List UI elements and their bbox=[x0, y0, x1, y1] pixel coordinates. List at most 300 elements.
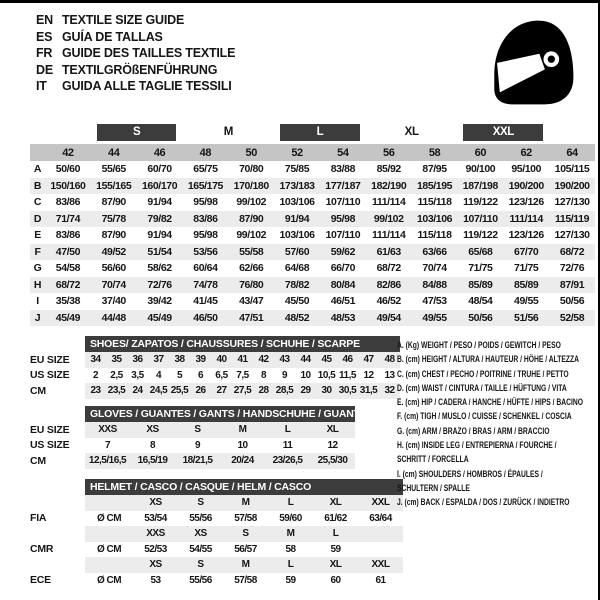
size-cell: 37 bbox=[148, 352, 169, 368]
row-label: EU SIZE bbox=[30, 423, 70, 436]
measure-cell: 70/74 bbox=[91, 277, 137, 294]
measure-cell: 35/38 bbox=[55, 295, 81, 308]
measure-letter: H bbox=[30, 277, 45, 294]
measure-cell: 87/95 bbox=[422, 163, 447, 176]
helmet-size-row bbox=[30, 557, 403, 573]
measure-cell: 70/80 bbox=[239, 163, 264, 176]
language-code: ES bbox=[36, 29, 53, 44]
helmet-size-cell: XS bbox=[133, 495, 178, 511]
size-letter: XXL bbox=[463, 124, 543, 141]
measure-cell: 99/102 bbox=[236, 196, 267, 209]
header-row bbox=[30, 336, 400, 352]
header-row bbox=[30, 406, 355, 422]
size-cell: XXS bbox=[85, 422, 130, 438]
measure-cell: 83/86 bbox=[55, 229, 81, 242]
measure-cell: 75/78 bbox=[91, 211, 137, 228]
measure-letter: G bbox=[33, 262, 42, 275]
measure-cell: 56/60 bbox=[101, 262, 126, 275]
size-letter: L bbox=[280, 124, 360, 141]
measure-cell: 127/130 bbox=[554, 229, 590, 242]
size-cell: 38 bbox=[169, 352, 190, 368]
size-letter: S bbox=[97, 124, 177, 141]
measure-cell: 48/52 bbox=[274, 310, 320, 327]
legend-line: I. (cm) SHOULDERS / HOMBROS / ÉPAULES / bbox=[397, 468, 543, 479]
legend-item bbox=[397, 395, 583, 409]
eu-size-cell: 48 bbox=[182, 144, 228, 161]
helmet-value-cell: 61 bbox=[375, 574, 386, 586]
measure-cell: 47/53 bbox=[422, 295, 447, 308]
measure-cell: 111/114 bbox=[372, 196, 406, 209]
size-cell: 10 bbox=[237, 439, 248, 451]
size-cell: XS bbox=[130, 422, 175, 438]
measure-cell: 74/78 bbox=[182, 277, 228, 294]
guide-title: TEXTILE SIZE GUIDE bbox=[62, 13, 185, 27]
measure-cell: 95/98 bbox=[320, 211, 366, 228]
measure-cell: 49/52 bbox=[91, 244, 137, 261]
helmet-size-row bbox=[30, 495, 403, 511]
helmet-value-cell: 57/58 bbox=[234, 574, 257, 586]
helmet-value-row bbox=[30, 573, 403, 589]
unit-label: Ø CM bbox=[96, 574, 122, 586]
measure-cell: 46/50 bbox=[182, 310, 228, 327]
legend-item bbox=[397, 352, 583, 366]
size-cell: M bbox=[220, 422, 265, 438]
measure-cell: 85/89 bbox=[503, 277, 549, 294]
measure-cell: 76/80 bbox=[228, 277, 274, 294]
measure-cell: 165/175 bbox=[182, 178, 228, 195]
size-cell: 5 bbox=[176, 369, 183, 381]
language-title-row bbox=[36, 29, 235, 46]
helmet-value-cell: 59/60 bbox=[279, 512, 302, 524]
standard-label: ECE bbox=[30, 574, 51, 587]
measure-cell: 91/94 bbox=[147, 229, 172, 242]
apparel-size-table bbox=[30, 124, 595, 326]
measure-cell: 58/62 bbox=[147, 262, 172, 275]
legend-line: E. (cm) HIP / CADERA / HANCHE / HÜFTE / HIPS / BACINO bbox=[397, 397, 584, 408]
size-letter-cell bbox=[549, 124, 595, 144]
measure-cell: 103/106 bbox=[279, 196, 315, 209]
helmet-value-cell: 63/64 bbox=[369, 512, 392, 524]
helmet-value-cell: 61/62 bbox=[324, 512, 347, 524]
helmet-size-cell: L bbox=[268, 495, 313, 511]
measure-cell: 45/49 bbox=[45, 310, 91, 327]
language-code: IT bbox=[36, 79, 47, 93]
size-cell: 41 bbox=[232, 352, 253, 368]
measure-cell: 123/126 bbox=[508, 196, 544, 209]
measure-cell: 187/198 bbox=[457, 178, 503, 195]
size-cell: 6 bbox=[197, 369, 204, 381]
size-cell: 20/24 bbox=[220, 453, 265, 469]
measure-row bbox=[30, 161, 595, 178]
measure-cell: 83/86 bbox=[182, 211, 228, 228]
measure-cell: 87/91 bbox=[549, 277, 595, 294]
helmet-value-cell: 53 bbox=[150, 574, 161, 586]
helmet-size-cell: S bbox=[178, 495, 223, 511]
measure-letter: J bbox=[30, 310, 45, 327]
size-cell: 43 bbox=[274, 352, 295, 368]
shoes-section bbox=[30, 336, 400, 399]
helmet-size-cell: M bbox=[223, 495, 268, 511]
measure-cell: 87/90 bbox=[101, 196, 126, 209]
measure-letter: C bbox=[33, 196, 42, 209]
measure-cell: 62/66 bbox=[239, 262, 264, 275]
size-cell: 6,5 bbox=[215, 369, 228, 381]
size-cell: 23 bbox=[85, 383, 106, 399]
row-label: US SIZE bbox=[30, 369, 70, 382]
eu-size-cell: 56 bbox=[366, 144, 412, 161]
section-header: SHOES/ ZAPATOS / CHAUSSURES / SCHUHE / SCARPE bbox=[85, 336, 400, 352]
size-cell: S bbox=[175, 422, 220, 438]
measure-cell: 41/45 bbox=[193, 295, 218, 308]
measure-cell: 78/82 bbox=[274, 277, 320, 294]
size-cell: 47 bbox=[358, 352, 379, 368]
legend-line: G. (cm) ARM / BRAZO / BRAS / ARM / BRACCIO bbox=[397, 425, 550, 436]
helmet-value-row bbox=[30, 511, 403, 527]
size-row bbox=[30, 453, 355, 469]
size-letter: M bbox=[223, 126, 233, 138]
size-row bbox=[30, 383, 400, 399]
measure-cell: 57/60 bbox=[274, 244, 320, 261]
standard-label: FIA bbox=[30, 512, 47, 525]
size-cell: 26 bbox=[190, 383, 211, 399]
size-cell: 27,5 bbox=[232, 383, 253, 399]
legend-line: C. (cm) CHEST / PECHO / POITRINE / TRUHE / PETTO bbox=[397, 368, 569, 379]
helmet-section bbox=[30, 479, 403, 588]
measure-cell: 87/90 bbox=[101, 229, 126, 242]
measure-row bbox=[30, 310, 595, 327]
helmet-size-cell: XS bbox=[178, 526, 223, 542]
size-cell: 4 bbox=[155, 369, 162, 381]
language-code: EN bbox=[36, 13, 53, 27]
guide-title: TEXTILGRÖßENFÜHRUNG bbox=[62, 62, 218, 77]
helmet-value-cell: 58 bbox=[285, 543, 296, 555]
measure-row bbox=[30, 194, 595, 211]
legend-item bbox=[397, 409, 583, 423]
size-cell: 35 bbox=[106, 352, 127, 368]
measure-cell: 182/190 bbox=[366, 178, 412, 195]
measure-cell: 170/180 bbox=[228, 178, 274, 195]
row-label: CM bbox=[30, 454, 46, 467]
apparel-table bbox=[30, 124, 595, 326]
measure-cell: 150/160 bbox=[45, 178, 91, 195]
guide-title: GUIDE DES TAILLES TEXTILE bbox=[62, 46, 236, 60]
measure-cell: 115/118 bbox=[417, 229, 452, 242]
measure-cell: 177/187 bbox=[320, 178, 366, 195]
measure-cell: 103/106 bbox=[279, 229, 315, 242]
measure-cell: 91/94 bbox=[274, 211, 320, 228]
measure-letter: F bbox=[30, 244, 45, 261]
language-title-row bbox=[36, 78, 235, 95]
measure-cell: 45/50 bbox=[284, 295, 310, 308]
legend-line: H. (cm) INSIDE LEG / ENTREPIERNA / FOURCHE / bbox=[397, 440, 557, 451]
measure-cell: 55/58 bbox=[228, 244, 274, 261]
measure-cell: 90/100 bbox=[465, 163, 496, 176]
size-cell: 34 bbox=[85, 352, 106, 368]
helmet-value-cell: 59 bbox=[285, 574, 296, 586]
section-header: GLOVES / GUANTES / GANTS / HANDSCHUHE / GUANTI bbox=[85, 406, 355, 422]
measure-row bbox=[30, 293, 595, 310]
size-cell: 30 bbox=[316, 383, 337, 399]
size-cell: 24,5 bbox=[148, 383, 169, 399]
size-cell: 9 bbox=[194, 439, 201, 451]
measure-cell: 95/100 bbox=[511, 163, 542, 176]
language-title-row bbox=[36, 12, 235, 29]
measure-cell: 68/72 bbox=[45, 277, 91, 294]
measure-cell: 39/42 bbox=[147, 295, 172, 308]
size-cell: 46 bbox=[337, 352, 358, 368]
gloves-section bbox=[30, 406, 363, 469]
helmet-value-cell: 59 bbox=[330, 543, 341, 555]
size-letter-cell bbox=[91, 124, 183, 144]
measure-row bbox=[30, 211, 595, 228]
measure-cell: 47/51 bbox=[228, 310, 274, 327]
eu-size-cell: 54 bbox=[320, 144, 366, 161]
measure-row bbox=[30, 260, 595, 277]
legend-item bbox=[397, 381, 583, 395]
measure-cell: 45/49 bbox=[137, 310, 183, 327]
measure-cell: 50/60 bbox=[55, 163, 81, 176]
eu-size-row bbox=[30, 144, 595, 161]
measure-cell: 54/58 bbox=[55, 262, 81, 275]
language-title-row bbox=[36, 62, 235, 79]
size-letter-cell bbox=[182, 124, 274, 144]
measure-cell: 87/90 bbox=[228, 211, 274, 228]
legend-item bbox=[397, 467, 583, 496]
measure-cell: 107/110 bbox=[325, 196, 361, 209]
measure-cell: 43/47 bbox=[239, 295, 264, 308]
size-cell: 42 bbox=[253, 352, 274, 368]
size-cell: 27 bbox=[211, 383, 232, 399]
size-cell: 9 bbox=[281, 369, 288, 381]
measure-letter: B bbox=[30, 178, 45, 195]
size-cell: 23/26,5 bbox=[265, 453, 310, 469]
helmet-value-row bbox=[30, 542, 403, 558]
helmet-size-cell: M bbox=[268, 526, 313, 542]
measure-cell: 84/88 bbox=[412, 277, 458, 294]
measure-cell: 63/66 bbox=[412, 244, 458, 261]
size-cell: 11,5 bbox=[339, 369, 356, 381]
measure-cell: 71/75 bbox=[468, 262, 493, 275]
helmet-size-cell: L bbox=[268, 557, 313, 573]
size-cell: 28,5 bbox=[274, 383, 295, 399]
size-cell: 8 bbox=[149, 439, 156, 451]
eu-size-cell: 44 bbox=[91, 144, 137, 161]
language-title-row bbox=[36, 45, 235, 62]
measure-cell: 65/75 bbox=[193, 163, 218, 176]
measure-cell: 64/68 bbox=[284, 262, 310, 275]
measure-cell: 72/76 bbox=[559, 262, 585, 275]
measure-cell: 49/54 bbox=[366, 310, 412, 327]
measure-cell: 95/98 bbox=[193, 229, 218, 242]
legend-item bbox=[397, 438, 583, 467]
measure-cell: 48/54 bbox=[468, 295, 493, 308]
measure-cell: 111/114 bbox=[503, 211, 549, 228]
size-row bbox=[30, 352, 400, 368]
helmet-value-cell: 56/57 bbox=[234, 543, 257, 555]
size-cell: 24 bbox=[127, 383, 148, 399]
helmet-size-cell bbox=[358, 526, 403, 542]
helmet-size-cell: L bbox=[313, 526, 358, 542]
legend-line: SCHULTERN / SPALLE bbox=[397, 482, 470, 493]
size-cell: 7 bbox=[104, 439, 111, 451]
size-cell: 25,5 bbox=[169, 383, 190, 399]
size-cell: 16,5/19 bbox=[130, 453, 175, 469]
unit-label: Ø CM bbox=[96, 512, 122, 524]
measure-cell: 66/70 bbox=[330, 262, 356, 275]
size-letter-cell bbox=[366, 124, 458, 144]
size-cell: 13 bbox=[384, 369, 395, 381]
measure-cell: 49/55 bbox=[514, 295, 539, 308]
standard-label: CMR bbox=[30, 543, 54, 556]
size-cell: 10 bbox=[300, 369, 311, 381]
helmet-size-cell: XL bbox=[313, 557, 358, 573]
measure-cell: 75/85 bbox=[284, 163, 310, 176]
measure-cell: 49/55 bbox=[412, 310, 458, 327]
guide-title: GUÍA DE TALLAS bbox=[62, 29, 163, 44]
measure-letter: I bbox=[36, 295, 39, 308]
helmet-size-cell: M bbox=[223, 557, 268, 573]
measure-cell: 46/52 bbox=[376, 295, 401, 308]
helmet-size-cell: XXL bbox=[358, 557, 403, 573]
size-cell: 23,5 bbox=[106, 383, 127, 399]
size-cell: 29 bbox=[295, 383, 316, 399]
size-row bbox=[30, 438, 355, 454]
size-cell: 2,5 bbox=[110, 369, 123, 381]
helmet-table bbox=[30, 479, 403, 588]
helmet-value-cell: 53/54 bbox=[144, 512, 167, 524]
helmet-size-cell: XXS bbox=[133, 526, 178, 542]
helmet-value-cell: 57/58 bbox=[234, 512, 257, 524]
size-cell: 12 bbox=[363, 369, 374, 381]
legend-line: A. (Kg) WEIGHT / PESO / POIDS / GEWITCH / PESO bbox=[397, 340, 561, 350]
measure-row bbox=[30, 178, 595, 195]
size-cell: 40 bbox=[211, 352, 232, 368]
measure-cell: 72/76 bbox=[137, 277, 183, 294]
measure-cell: 50/56 bbox=[559, 295, 585, 308]
measure-cell: 99/102 bbox=[366, 211, 412, 228]
measure-cell: 60/64 bbox=[193, 262, 218, 275]
measure-cell: 82/86 bbox=[366, 277, 412, 294]
helmet-size-row bbox=[30, 526, 403, 542]
measure-cell: 65/68 bbox=[457, 244, 503, 261]
measure-cell: 115/118 bbox=[417, 196, 452, 209]
legend-line: F. (cm) TIGH / MUSLO / CUISSE / SCHENKEL / COSCIA bbox=[397, 411, 572, 422]
measure-cell: 105/115 bbox=[554, 163, 590, 176]
measure-cell: 173/183 bbox=[274, 178, 320, 195]
measure-cell: 51/54 bbox=[137, 244, 183, 261]
measure-cell: 99/102 bbox=[236, 229, 267, 242]
eu-size-cell: 52 bbox=[274, 144, 320, 161]
size-cell: 12,5/16,5 bbox=[85, 453, 130, 469]
size-cell: 8 bbox=[260, 369, 267, 381]
measure-cell: 91/94 bbox=[147, 196, 172, 209]
legend-line: B. (cm) HEIGHT / ALTURA / HAUTEUR / HÖHE / ALTEZZA bbox=[397, 354, 580, 365]
row-label: CM bbox=[30, 384, 46, 397]
legend-item bbox=[397, 367, 583, 381]
helmet-value-cell: 55/56 bbox=[189, 574, 212, 586]
measure-cell: 107/110 bbox=[325, 229, 361, 242]
size-cell: 31,5 bbox=[358, 383, 379, 399]
measure-cell: 61/63 bbox=[366, 244, 412, 261]
measure-cell: 185/195 bbox=[412, 178, 458, 195]
size-cell: 44 bbox=[295, 352, 316, 368]
measure-cell: 67/70 bbox=[503, 244, 549, 261]
eu-size-cell: 64 bbox=[549, 144, 595, 161]
eu-size-cell: 62 bbox=[503, 144, 549, 161]
size-letter: XL bbox=[404, 126, 419, 138]
measure-cell: 55/65 bbox=[101, 163, 126, 176]
row-label: US SIZE bbox=[30, 439, 70, 452]
size-table bbox=[30, 406, 363, 469]
measure-cell: 127/130 bbox=[554, 196, 590, 209]
measure-cell: 103/106 bbox=[412, 211, 458, 228]
size-cell: 2 bbox=[92, 369, 99, 381]
size-letter-cell bbox=[457, 124, 549, 144]
measure-row bbox=[30, 244, 595, 261]
measure-cell: 190/200 bbox=[503, 178, 549, 195]
helmet-value-cell: 54/55 bbox=[189, 543, 212, 555]
unit-label: Ø CM bbox=[96, 543, 122, 555]
measure-cell: 80/84 bbox=[320, 277, 366, 294]
measure-cell: 52/58 bbox=[549, 310, 595, 327]
measure-cell: 68/72 bbox=[549, 244, 595, 261]
measure-cell: 83/88 bbox=[330, 163, 356, 176]
legend-line: J. (cm) BACK / ESPALDA / DOS / ZURÜCK / INDIETRO bbox=[397, 497, 570, 508]
size-letter-cell bbox=[274, 124, 366, 144]
measure-cell: 155/165 bbox=[91, 178, 137, 195]
language-title-list bbox=[36, 12, 235, 95]
measure-cell: 107/110 bbox=[457, 211, 503, 228]
helmet-size-cell: XL bbox=[313, 495, 358, 511]
helmet-value-cell: 52/53 bbox=[144, 543, 167, 555]
eu-size-cell: 60 bbox=[457, 144, 503, 161]
legend-item bbox=[397, 495, 583, 509]
measure-letter: D bbox=[30, 211, 45, 228]
eu-size-cell: 58 bbox=[412, 144, 458, 161]
legend-item bbox=[397, 338, 583, 352]
measure-cell: 51/56 bbox=[503, 310, 549, 327]
measure-row bbox=[30, 277, 595, 294]
measure-cell: 60/70 bbox=[147, 163, 172, 176]
size-cell: 10,5 bbox=[317, 369, 336, 381]
legend-line: D. (cm) WAIST / CINTURA / TAILLE / HÜFTUNG / VITA bbox=[397, 382, 567, 393]
measure-cell: 111/114 bbox=[372, 229, 406, 242]
size-cell: 11 bbox=[282, 439, 293, 451]
language-code: DE bbox=[36, 62, 53, 77]
measure-cell: 50/56 bbox=[457, 310, 503, 327]
size-cell: XL bbox=[310, 422, 355, 438]
helmet-size-cell: S bbox=[178, 557, 223, 573]
measure-cell: 160/170 bbox=[137, 178, 183, 195]
language-code: FR bbox=[36, 46, 53, 60]
measure-cell: 83/86 bbox=[55, 196, 81, 209]
helmet-size-cell: XS bbox=[133, 557, 178, 573]
measure-cell: 53/56 bbox=[182, 244, 228, 261]
measure-cell: 70/74 bbox=[422, 262, 447, 275]
eu-size-cell: 42 bbox=[45, 144, 91, 161]
helmet-value-cell: 55/56 bbox=[189, 512, 212, 524]
size-letter-cell bbox=[45, 124, 91, 144]
measure-cell: 37/40 bbox=[101, 295, 126, 308]
helmet-size-cell: S bbox=[223, 526, 268, 542]
measure-cell: 115/119 bbox=[549, 211, 595, 228]
guide-title: GUIDA ALLE TAGLIE TESSILI bbox=[62, 79, 232, 93]
measure-cell: 46/51 bbox=[330, 295, 356, 308]
measure-row bbox=[30, 227, 595, 244]
helmet-value-cell bbox=[358, 542, 403, 558]
measure-cell: 47/50 bbox=[45, 244, 91, 261]
header-row bbox=[30, 479, 403, 495]
